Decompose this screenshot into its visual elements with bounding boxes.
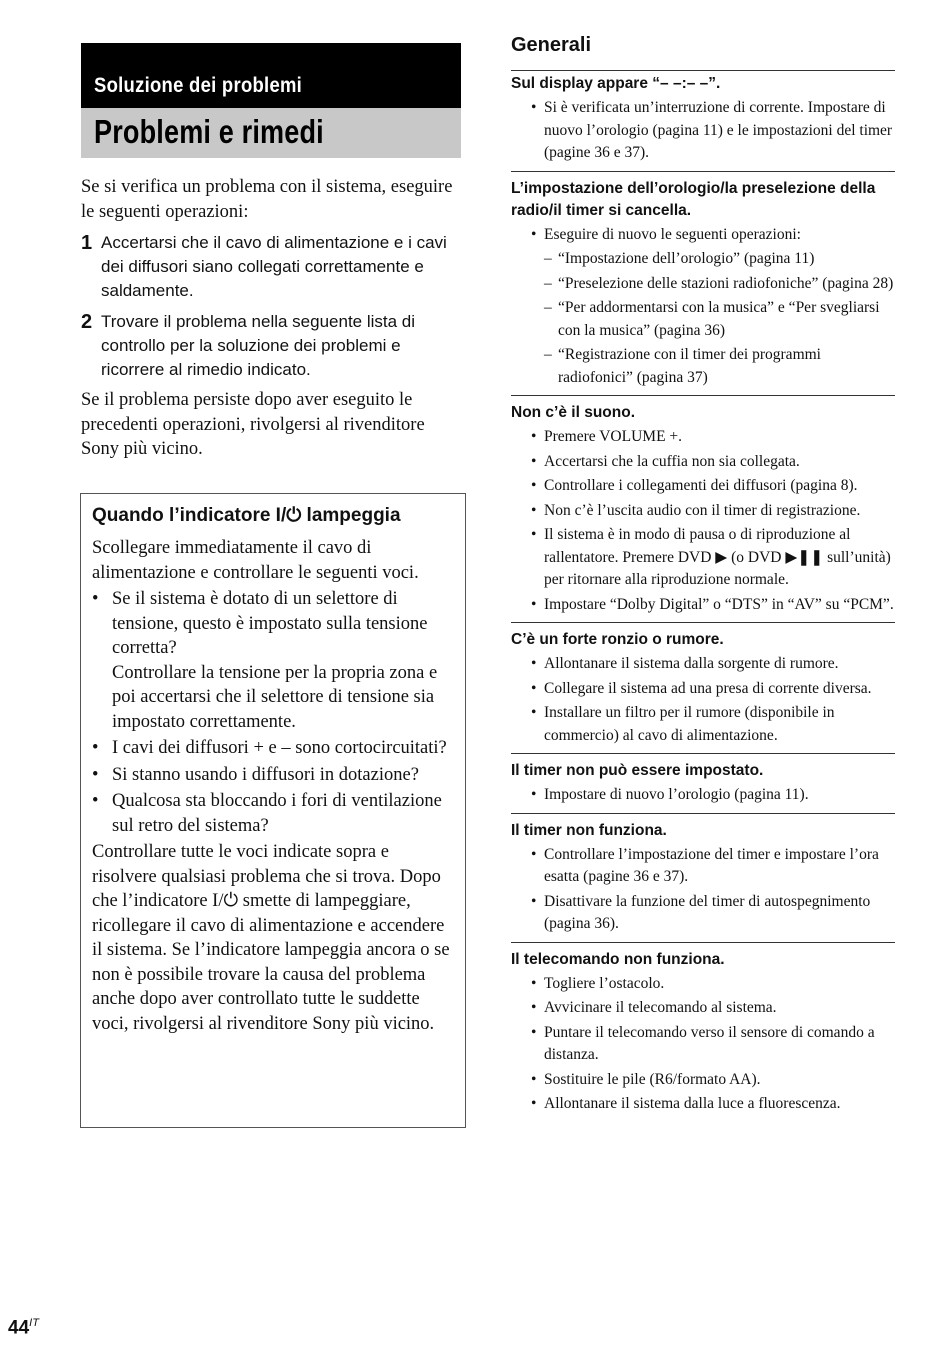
- remedy-item: • Installare un filtro per il rumore (disponibile in commercio) al cavo di alimentazione.: [511, 702, 895, 747]
- problem-heading: Il timer non può essere impostato.: [511, 762, 764, 779]
- problem-section: [511, 402, 895, 623]
- section-banner: [81, 43, 461, 108]
- step-text: Trovare il problema nella seguente lista di controllo per la soluzione dei problemi e ricorrere al rimedio indicato.: [101, 312, 416, 379]
- problem-section: [511, 629, 895, 754]
- box-checklist: [92, 587, 456, 838]
- left-column: [81, 175, 466, 462]
- indicator-blink-box: [80, 493, 466, 1128]
- remedy-item: • Impostare di nuovo l’orologio (pagina 11).: [511, 784, 895, 807]
- list-item: • Qualcosa sta bloccando i fori di ventilazione sul retro del sistema?: [92, 789, 456, 838]
- remedy-list: [511, 426, 895, 616]
- problem-section: [511, 73, 895, 172]
- problem-section: [511, 178, 895, 397]
- remedy-item: • Controllare l’impostazione del timer e impostare l’ora esatta (pagine 36 e 37).: [511, 844, 895, 889]
- problem-heading: Il telecomando non funziona.: [511, 950, 725, 968]
- remedy-subitem: – “Impostazione dell’orologio” (pagina 11): [511, 248, 895, 271]
- general-heading: Generali: [511, 32, 895, 71]
- remedy-subitem: – “Registrazione con il timer dei programmi radiofonici” (pagina 37): [511, 344, 895, 389]
- remedy-item: • Allontanare il sistema dalla luce a fluorescenza.: [511, 1093, 895, 1116]
- page-number-suffix: IT: [29, 1317, 39, 1329]
- remedy-item: • Eseguire di nuovo le seguenti operazioni:: [511, 224, 895, 247]
- problem-heading: Il timer non funziona.: [511, 821, 667, 839]
- page-number: [8, 1317, 39, 1339]
- problem-section: [511, 820, 895, 943]
- box-title: Quando l’indicatore I/⏻ lampeggia: [92, 505, 401, 526]
- problem-heading: Sul display appare “– –:– –”.: [511, 75, 721, 92]
- remedy-list: [511, 784, 895, 807]
- remedy-item: • Controllare i collegamenti dei diffusori (pagina 8).: [511, 475, 895, 498]
- item-extra-text: Controllare la tensione per la propria zona e poi accertarsi che il selettore di tensione sia impostato correttamente.: [112, 662, 438, 732]
- remedy-item: • Sostituire le pile (R6/formato AA).: [511, 1069, 895, 1092]
- remedy-item: • Disattivare la funzione del timer di autospegnimento (pagina 36).: [511, 891, 895, 936]
- remedy-item: • Togliere l’ostacolo.: [511, 973, 895, 996]
- remedy-list: [511, 653, 895, 747]
- problem-heading: Non c’è il suono.: [511, 404, 636, 421]
- step-1: [81, 231, 466, 303]
- troubleshooting-sections: [511, 73, 895, 1122]
- section-title: Soluzione dei problemi: [94, 74, 303, 97]
- remedy-item: • Accertarsi che la cuffia non sia collegata.: [511, 451, 895, 474]
- remedy-list: [511, 224, 895, 390]
- step-2: [81, 310, 466, 382]
- outro-paragraph: Se il problema persiste dopo aver eseguito le precedenti operazioni, rivolgersi al rivenditore Sony più vicino.: [81, 390, 425, 459]
- list-item: • I cavi dei diffusori + e – sono cortocircuitati?: [92, 736, 456, 761]
- remedy-item: • Premere VOLUME +.: [511, 426, 895, 449]
- remedy-item: • Allontanare il sistema dalla sorgente di rumore.: [511, 653, 895, 676]
- step-number: 2: [81, 311, 93, 333]
- box-closing: Controllare tutte le voci indicate sopra e risolvere qualsiasi problema che si trova. Dopo che l’indicatore I/⏻ smette di lampeggiare, ricollegare il cavo di alimentazione e accendere il sistema. Se l’indicatore lampeggia ancora o se non è possibile trovare la causa del problema anche dopo aver controllato tutte le suddette voci, rivolgersi al rivenditore Sony più vicino.: [92, 842, 450, 1034]
- page-title: Problemi e rimedi: [94, 113, 324, 150]
- remedy-item: • Si è verificata un’interruzione di corrente. Impostare di nuovo l’orologio (pagina 11) e le impostazioni del timer (pagine 36 e 37).: [511, 97, 895, 165]
- remedy-item: • Puntare il telecomando verso il sensore di comando a distanza.: [511, 1022, 895, 1067]
- remedy-item: • Impostare “Dolby Digital” o “DTS” in “AV” su “PCM”.: [511, 594, 895, 617]
- remedy-subitem: – “Preselezione delle stazioni radiofoniche” (pagina 28): [511, 273, 895, 296]
- remedy-item: • Avvicinare il telecomando al sistema.: [511, 997, 895, 1020]
- intro-paragraph: Se si verifica un problema con il sistema, eseguire le seguenti operazioni:: [81, 177, 453, 222]
- right-column: [511, 32, 895, 1128]
- remedy-list: [511, 844, 895, 936]
- problem-section: [511, 760, 895, 814]
- problem-heading: C’è un forte ronzio o rumore.: [511, 631, 724, 648]
- remedy-item: • Collegare il sistema ad una presa di corrente diversa.: [511, 678, 895, 701]
- page-title-banner: [81, 108, 461, 158]
- step-text: Accertarsi che il cavo di alimentazione e i cavi dei diffusori siano collegati correttamente e saldamente.: [101, 233, 447, 300]
- step-number: 1: [81, 232, 93, 254]
- page-number-value: 44: [8, 1317, 30, 1339]
- remedy-subitem: – “Per addormentarsi con la musica” e “Per svegliarsi con la musica” (pagina 36): [511, 297, 895, 342]
- list-item: • Si stanno usando i diffusori in dotazione?: [92, 763, 456, 788]
- problem-heading: L’impostazione dell’orologio/la preselezione della radio/il timer si cancella.: [511, 179, 876, 219]
- remedy-list: [511, 973, 895, 1116]
- problem-section: [511, 949, 895, 1122]
- remedy-item: • Non c’è l’uscita audio con il timer di registrazione.: [511, 500, 895, 523]
- list-item: [92, 587, 456, 734]
- remedy-item: • Il sistema è in modo di pausa o di riproduzione al rallentatore. Premere DVD ▶ (o DVD ▶❚❚ sull’unità) per ritornare alla riproduzione normale.: [511, 524, 895, 592]
- box-intro: Scollegare immediatamente il cavo di alimentazione e controllare le seguenti voci.: [92, 538, 419, 583]
- remedy-list: [511, 97, 895, 165]
- item-text: Se il sistema è dotato di un selettore di tensione, questo è impostato sulla tensione corretta?: [112, 589, 428, 658]
